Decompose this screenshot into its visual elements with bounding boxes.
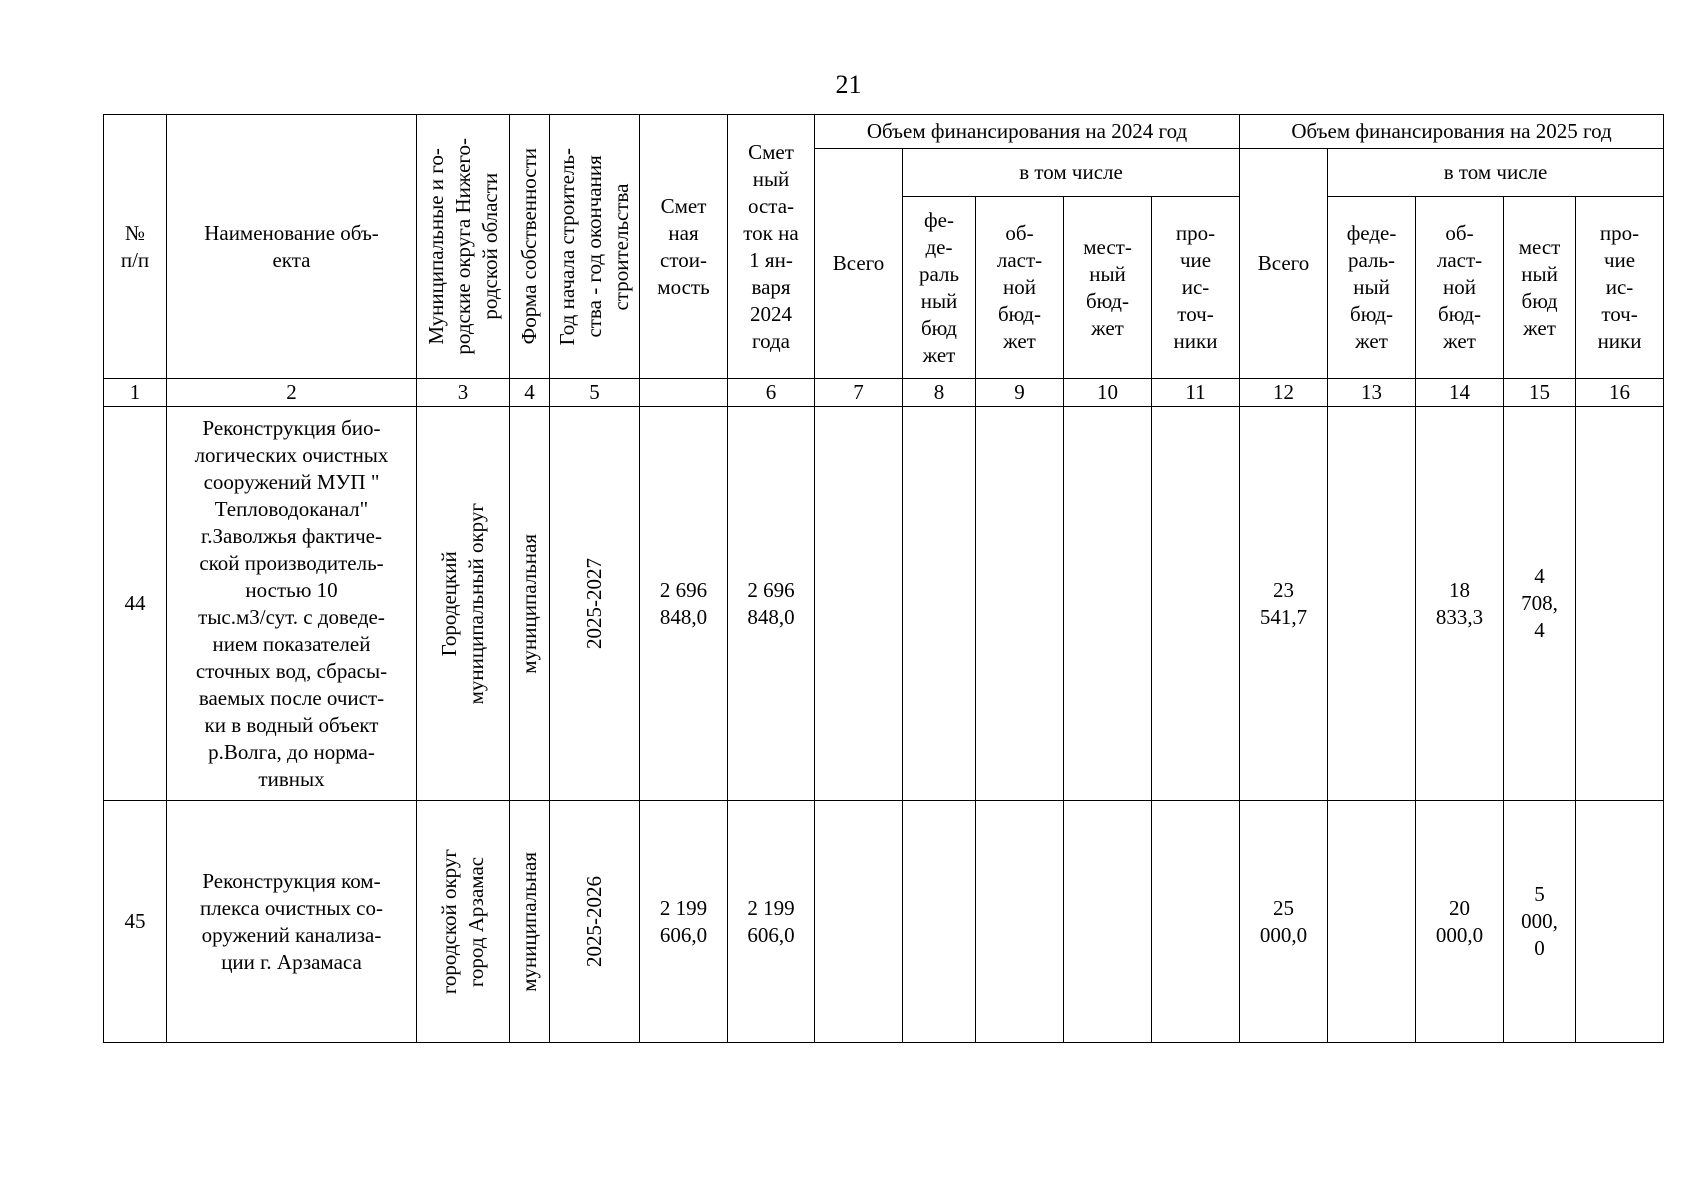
column-number [640,379,728,407]
row-regional-2025: 20 000,0 [1416,801,1504,1043]
row-local-2025: 5 000, 0 [1504,801,1576,1043]
header-years [550,115,640,379]
row-ownership-text: муниципальная [517,851,541,992]
row-federal-2024 [903,801,976,1043]
row-other-2025 [1576,801,1664,1043]
row-federal-2025 [1328,407,1416,801]
header-local-2024: мест- ный бюд- жет [1064,197,1152,379]
header-municipality [417,115,510,379]
header-regional-2025: об- ласт- ной бюд- жет [1416,197,1504,379]
header-num: № п/п [104,115,167,379]
row-years [550,407,640,801]
column-number: 12 [1240,379,1328,407]
header-regional-2024: об- ласт- ной бюд- жет [976,197,1064,379]
header-ownership [510,115,550,379]
row-object-name: Реконструкция био- логических очистных сооружений МУП " Тепловодоканал" г.Заволжья фактиче- ской производитель- ностью 10 тыс.м3/сут. с доведе- нием показателей сточных вод, сбрасы- ваемых после очист- ки в водный объект р.Волга, до норма- тивных [167,407,417,801]
row-other-2024 [1152,801,1240,1043]
column-number: 7 [815,379,903,407]
table-row [104,407,1664,801]
header-federal-2025: феде- раль- ный бюд- жет [1328,197,1416,379]
row-local-2025: 4 708, 4 [1504,407,1576,801]
row-ownership-text: муниципальная [517,533,541,674]
row-federal-2025 [1328,801,1416,1043]
header-other-2025: про- чие ис- точ- ники [1576,197,1664,379]
column-number: 6 [728,379,815,407]
row-years-text: 2025-2027 [582,558,606,649]
row-municipality [417,407,510,801]
row-estimated-cost: 2 696 848,0 [640,407,728,801]
column-number: 2 [167,379,417,407]
row-total-2024 [815,407,903,801]
column-number: 14 [1416,379,1504,407]
row-years [550,801,640,1043]
header-estimated-balance: Смет ный оста- ток на 1 ян- варя 2024 года [728,115,815,379]
header-funding-2025: Объем финансирования на 2025 год [1240,115,1664,149]
column-number: 4 [510,379,550,407]
row-local-2024 [1064,407,1152,801]
row-total-2025: 25 000,0 [1240,801,1328,1043]
row-total-2024 [815,801,903,1043]
column-number: 8 [903,379,976,407]
column-number: 10 [1064,379,1152,407]
row-local-2024 [1064,801,1152,1043]
header-name: Наименование объ- екта [167,115,417,379]
row-regional-2025: 18 833,3 [1416,407,1504,801]
header-other-2024: про- чие ис- точ- ники [1152,197,1240,379]
header-including-2025: в том числе [1328,149,1664,197]
column-number: 5 [550,379,640,407]
header-municipality-text: Муниципальные и го- родские округа Нижего- родской области [423,138,502,355]
header-funding-2024: Объем финансирования на 2024 год [815,115,1240,149]
row-object-name: Реконструкция ком- плекса очистных со- оружений канализа- ции г. Арзамаса [167,801,417,1043]
header-estimated-cost: Смет ная стои- мость [640,115,728,379]
column-number: 3 [417,379,510,407]
column-number: 1 [104,379,167,407]
row-estimated-balance: 2 199 606,0 [728,801,815,1043]
page-number: 21 [835,70,862,99]
row-total-2025: 23 541,7 [1240,407,1328,801]
row-municipality-text: городской округ город Арзамас [437,848,488,995]
row-estimated-balance: 2 696 848,0 [728,407,815,801]
column-number: 15 [1504,379,1576,407]
investment-table [103,114,1664,1043]
column-number: 11 [1152,379,1240,407]
row-municipality [417,801,510,1043]
row-num: 45 [104,801,167,1043]
header-federal-2024: фе- де- раль ный бюд жет [903,197,976,379]
row-municipality-text: Городецкий муниципальный округ [437,502,488,705]
table-row [104,801,1664,1043]
column-number-row [104,379,1664,407]
header-years-text: Год начала строитель- ства - год окончания строительства [555,147,633,346]
row-other-2024 [1152,407,1240,801]
header-local-2025: мест ный бюд жет [1504,197,1576,379]
column-number: 13 [1328,379,1416,407]
header-ownership-text: Форма собственности [517,148,541,345]
header-total-2024: Всего [815,149,903,379]
column-number: 9 [976,379,1064,407]
header-including-2024: в том числе [903,149,1240,197]
row-regional-2024 [976,407,1064,801]
column-number: 16 [1576,379,1664,407]
row-regional-2024 [976,801,1064,1043]
header-row-1 [104,115,1664,149]
row-ownership [510,801,550,1043]
header-total-2025: Всего [1240,149,1328,379]
row-estimated-cost: 2 199 606,0 [640,801,728,1043]
row-other-2025 [1576,407,1664,801]
row-federal-2024 [903,407,976,801]
row-ownership [510,407,550,801]
row-num: 44 [104,407,167,801]
row-years-text: 2025-2026 [582,876,606,967]
